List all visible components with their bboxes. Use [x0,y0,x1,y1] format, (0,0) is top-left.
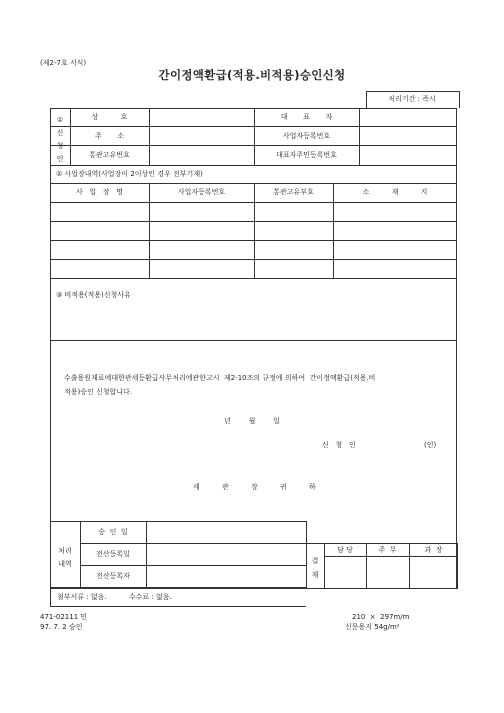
business-reg-label: 사업자등록번호 [282,132,331,140]
registrant-field[interactable] [147,566,305,586]
form-number: (제2-7호 서식) [40,59,87,67]
table-row[interactable] [51,203,456,221]
company-name-label: 상 호 [91,113,128,121]
approval-sign-director[interactable] [410,557,457,588]
address-field[interactable] [150,127,253,144]
rep-resident-label: 대표자주민등록번호 [276,151,337,159]
approval-date-label: 승 인 일 [98,528,128,536]
registration-date-label: 전산등록일 [96,550,130,558]
form-title: 간이정액환급(적용.비적용)승인신청 [158,68,346,82]
applicant-signature-label: 신 청 인 [322,441,356,449]
approval-date-field[interactable] [147,522,305,542]
col-workplace-name: 사 업 장 명 [75,188,124,196]
processing-period: 처리기간 : 즉시 [388,95,436,103]
attachments-fee: 첨부서류 : 없음. 수수료 : 없음. [57,593,172,601]
footer-approval-date: 97. 7. 2 승인 [40,623,83,631]
col-business-reg: 사업자등록번호 [177,188,226,196]
customs-code-label: 통관고유번호 [89,151,130,159]
registration-date-field[interactable] [147,544,305,564]
workplaces-section-label: ② 사업장내역(사업장이 2이상인 경우 전부기재) [56,170,203,178]
col-customs-code: 통관고유부호 [273,188,314,196]
footer-paper-size: 210 × 297m/m [352,613,410,621]
customs-code-field[interactable] [150,146,253,164]
approval-col-director: 과 장 [424,546,443,554]
approval-sign-chief[interactable] [367,557,409,588]
seal-mark: (인) [424,441,437,449]
rep-resident-field[interactable] [360,146,456,164]
footer-paper-type: 신문용지 54g/m² [345,623,400,631]
registrant-label: 전산등록자 [96,572,130,580]
table-row[interactable] [51,241,456,259]
addressee: 세 관 장 귀 하 [193,483,316,491]
form-frame [50,108,457,589]
representative-label: 대 표 자 [280,113,333,121]
approval-label: 결 재 [311,557,319,579]
table-row[interactable] [51,222,456,240]
approval-col-chief: 주 무 [378,546,397,554]
approval-col-staff: 담 당 [337,546,353,554]
reason-section-label: ③ 비적용(적용)신청사유 [56,291,131,299]
approval-sign-staff[interactable] [325,557,366,588]
business-reg-field[interactable] [360,127,456,144]
statement-line-1: 수출용원재료에대한관세등환급사무처리에관한고시 제2-10조의 규정에 의하여 간이정액환급(적용.비 [64,374,376,382]
statement-line-2: 적용)승인 신청합니다. [64,388,133,396]
company-name-field[interactable] [150,109,253,125]
footer-code: 471-02111 민 [40,613,88,621]
date-line: 년 월 일 [224,417,280,425]
table-row[interactable] [51,260,456,278]
col-location: 소 재 지 [362,188,428,196]
representative-field[interactable] [360,109,456,125]
reason-field[interactable] [52,304,455,338]
applicant-section-label: ① 신 청 인 [56,116,64,163]
processing-section-label: 처리 내역 [58,547,72,568]
address-label: 주 소 [94,132,125,140]
